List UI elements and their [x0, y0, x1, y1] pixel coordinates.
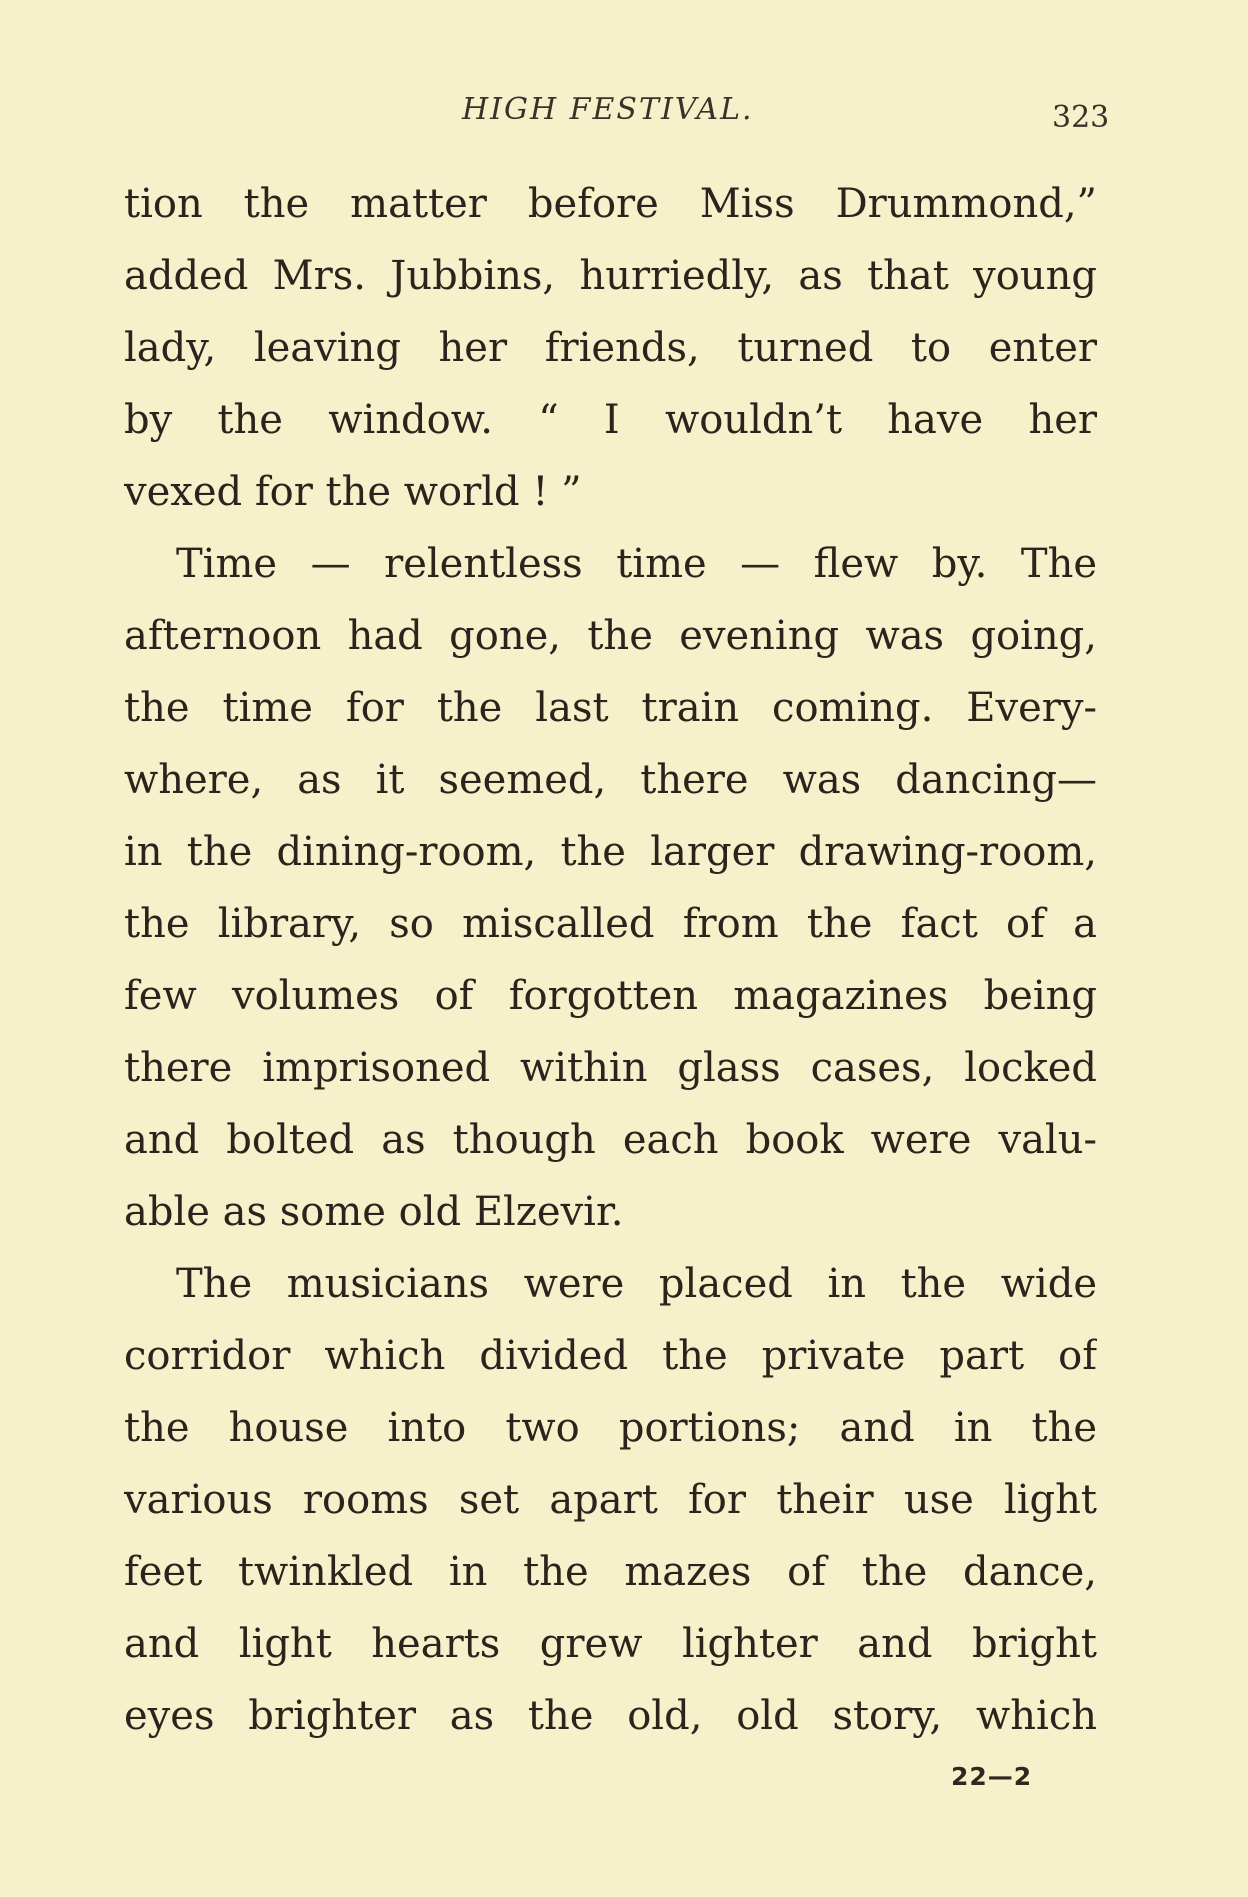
text-line: vexed for the world ! ” [124, 469, 582, 515]
text-line: Time — relentless time — flew by. The [176, 541, 1097, 587]
text-line: added Mrs. Jubbins, hurriedly, as that young [124, 253, 1097, 299]
text-line: the house into two portions; and in the [124, 1405, 1097, 1451]
running-title: HIGH FESTIVAL. [462, 92, 754, 127]
text-line: The musicians were placed in the wide [176, 1261, 1097, 1307]
text-line: there imprisoned within glass cases, locked [124, 1045, 1097, 1091]
text-line: eyes brighter as the old, old story, which [124, 1693, 1097, 1739]
text-line: feet twinkled in the mazes of the dance, [124, 1549, 1097, 1595]
text-line: able as some old Elzevir. [124, 1189, 624, 1235]
text-line: corridor which divided the private part of [124, 1333, 1097, 1379]
page-number: 323 [1052, 100, 1110, 135]
text-line: afternoon had gone, the evening was going, [124, 613, 1097, 659]
signature-mark: 22—2 [951, 1762, 1033, 1791]
text-line: tion the matter before Miss Drummond,” [124, 181, 1097, 227]
text-line: the library, so miscalled from the fact of a [124, 901, 1097, 947]
text-line: and bolted as though each book were valu- [124, 1117, 1097, 1163]
text-line: the time for the last train coming. Every- [124, 685, 1097, 731]
text-line: by the window. “ I wouldn’t have her [124, 397, 1097, 443]
text-line: lady, leaving her friends, turned to enter [124, 325, 1097, 371]
text-line: few volumes of forgotten magazines being [124, 973, 1097, 1019]
text-line: and light hearts grew lighter and bright [124, 1621, 1097, 1667]
running-head [0, 92, 1248, 135]
text-line: where, as it seemed, there was dancing— [124, 757, 1097, 803]
body-text [124, 174, 1097, 1758]
text-line: in the dining-room, the larger drawing-room, [124, 829, 1097, 875]
text-line: various rooms set apart for their use light [124, 1477, 1097, 1523]
